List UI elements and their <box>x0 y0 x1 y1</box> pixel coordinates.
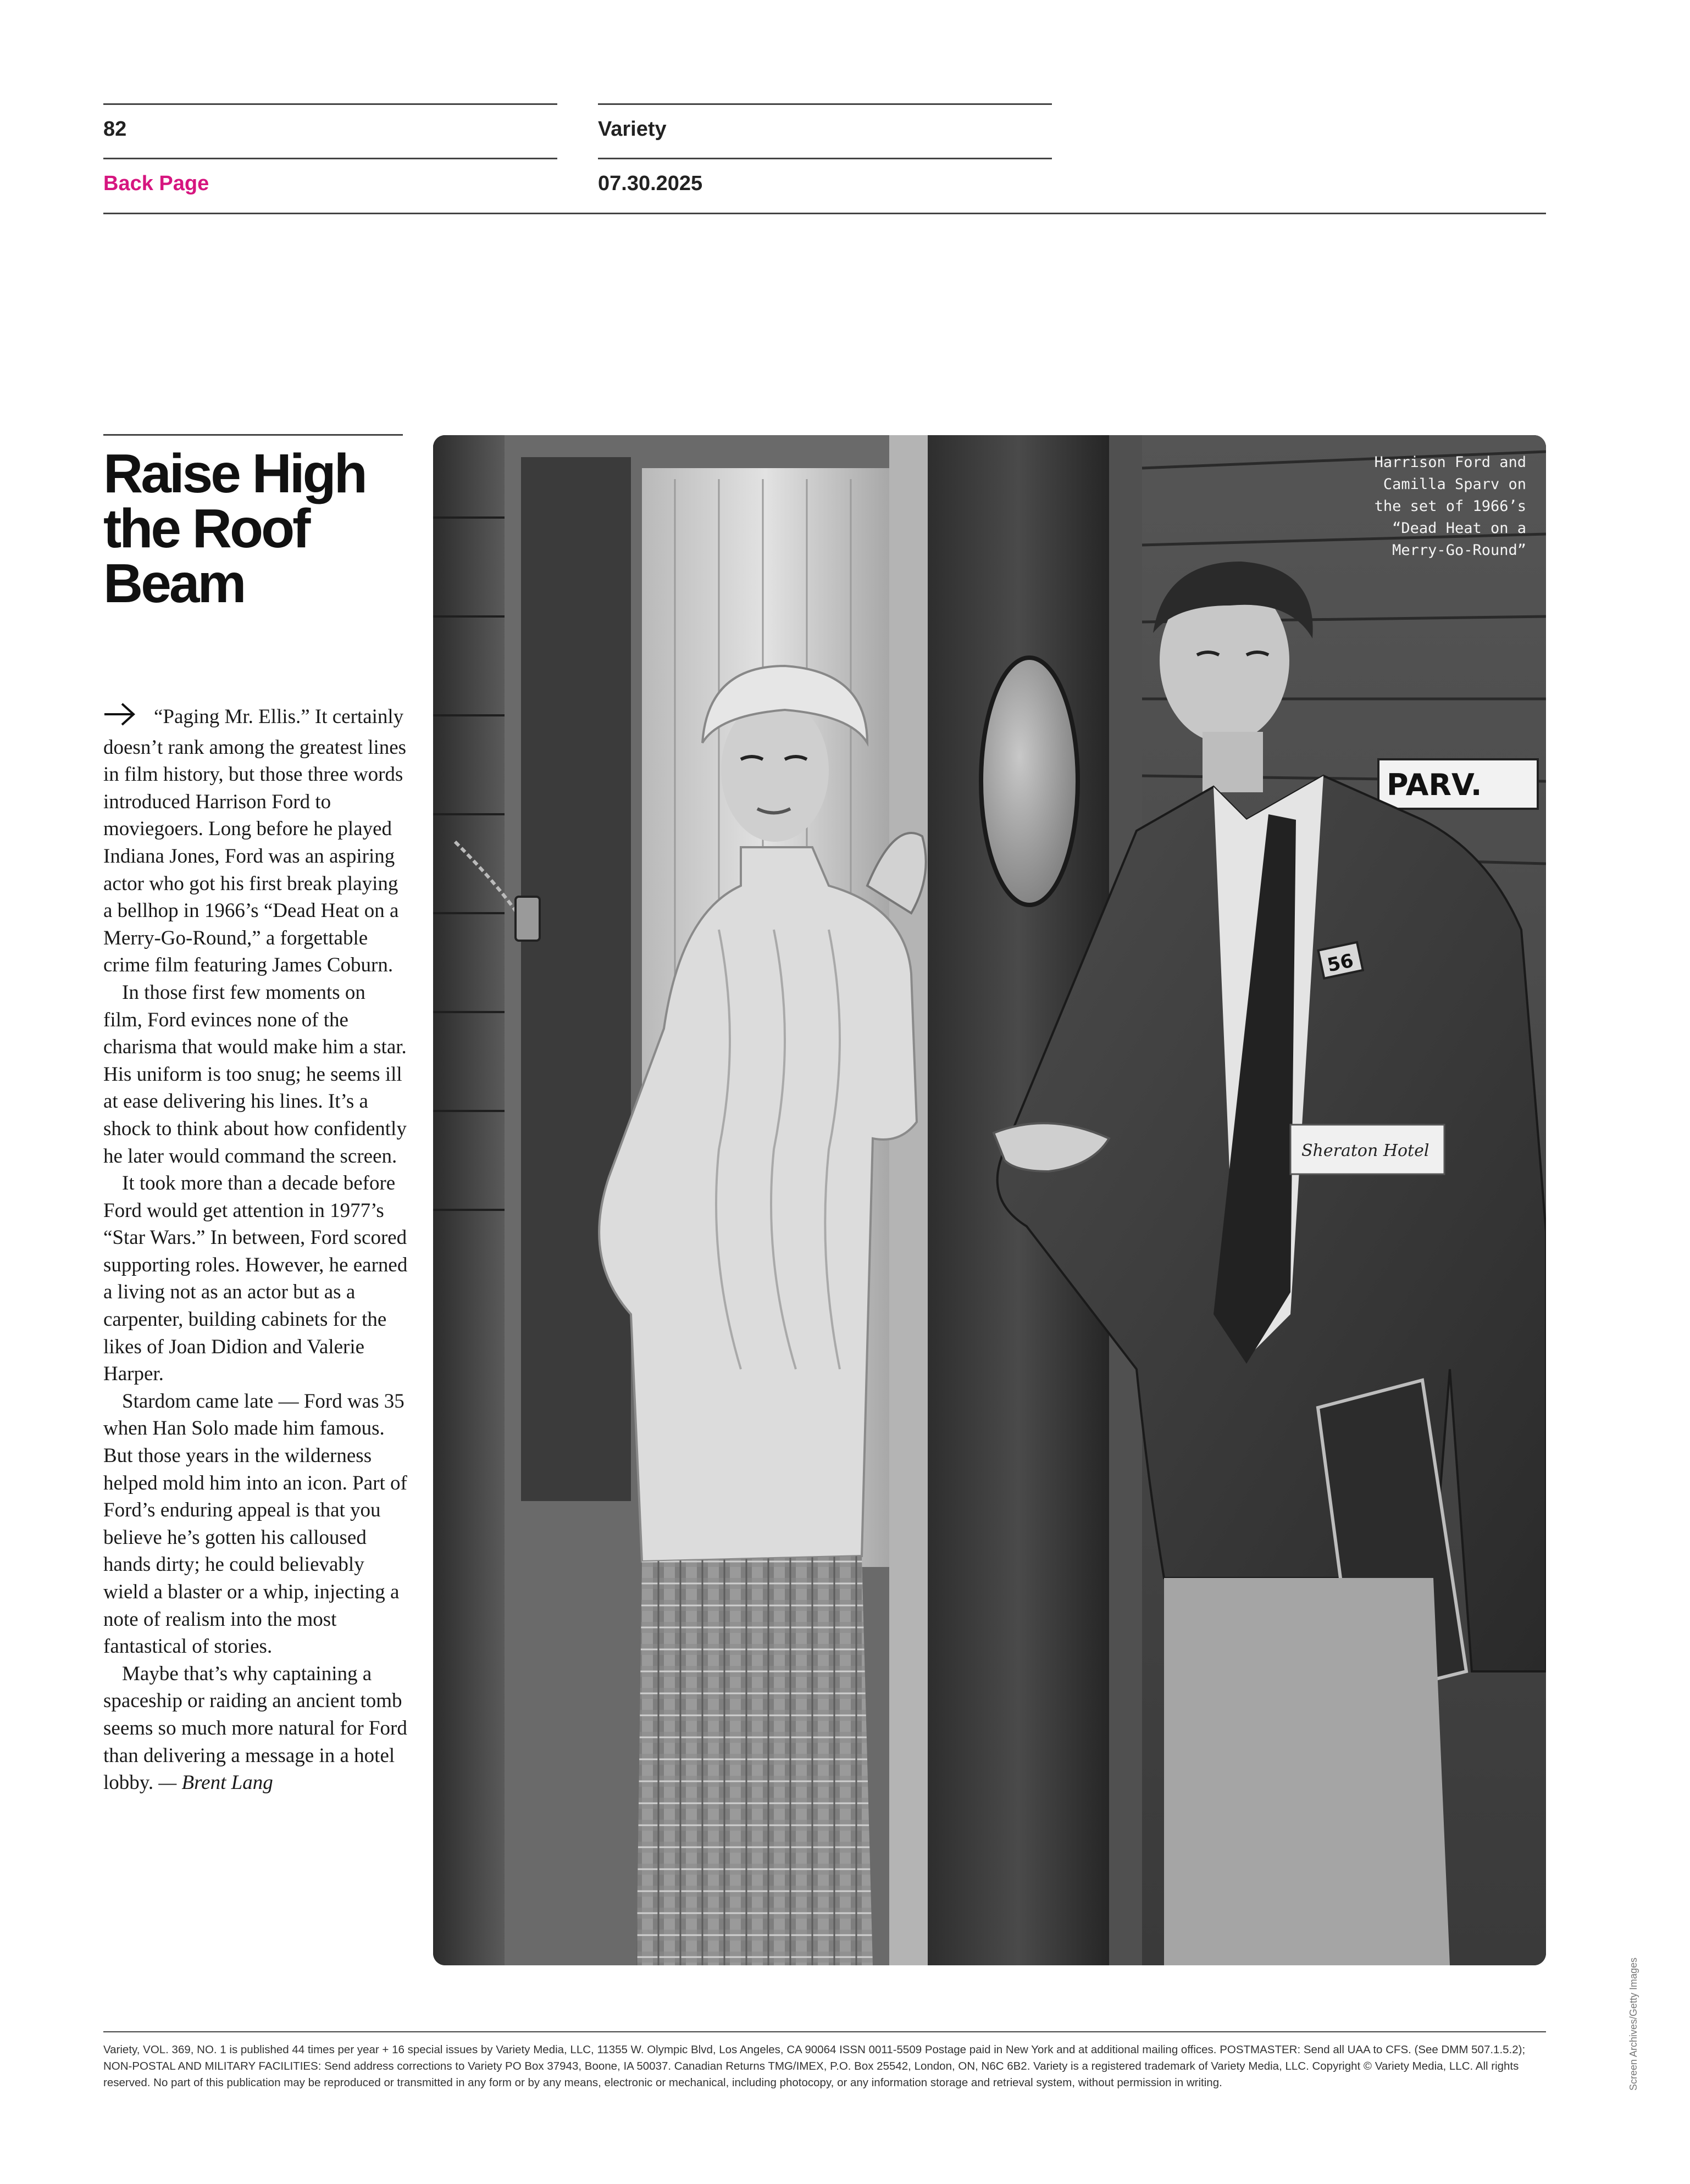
byline: — Brent Lang <box>158 1771 273 1794</box>
header-rule-left-top <box>103 103 557 105</box>
article-body <box>103 702 408 1797</box>
article-paragraph-2: In those first few moments on film, Ford evinces none of the charisma that would make him a star. His uniform is too snug; he seems ill at ease delivering his lines. It’s a shock to think about how confidently he later would command the screen. <box>103 981 407 1168</box>
section-label: Back Page <box>103 172 209 195</box>
lapel-badge: 56 <box>1325 949 1356 977</box>
name-tag: Sheraton Hotel <box>1301 1141 1429 1160</box>
photo-caption: Harrison Ford and Camilla Sparv on the set of 1966’s “Dead Heat on a Merry-Go-Round” <box>1374 454 1526 559</box>
article-photo <box>433 435 1546 1965</box>
publication-name: Variety <box>598 118 667 141</box>
article-title: Raise High the Roof Beam <box>103 443 365 614</box>
header-rule-left-mid <box>103 158 557 159</box>
header-rule-right-top <box>598 103 1052 105</box>
footer-legal-text: Variety, VOL. 369, NO. 1 is published 44 times per year + 16 special issues by Variety Media, LLC, 11355 W. Olympic Blvd, Los Angeles, CA 90064 ISSN 0011-5509 Postage paid in New York and at additional mailing offices. POSTMASTER: Send all UAA to CFS. (See DMM 507.1.5.2); NON-POSTAL AND MILITARY FACILITIES: Send address corrections to Variety PO Box 37943, Boone, IA 50037. Canadian Returns TMG/IMEX, P.O. Box 25542, London, ON, N6C 6B2. Variety is a registered trademark of Variety Media, LLC. Copyright © Variety Media, LLC. All rights reserved. No part of this publication may be reproduced or transmitted in any form or by any means, electronic or mechanical, including photocopy, or any information storage and retrieval system, without permission in writing. <box>103 2043 1526 2089</box>
page-number: 82 <box>103 118 127 141</box>
article-paragraph-3: It took more than a decade before Ford would get attention in 1977’s “Star Wars.” In between, Ford scored supporting roles. However, he earned a living not as an actor but as a carpenter, building cabinets for the likes of Joan Didion and Valerie Harper. <box>103 1172 408 1386</box>
article-paragraph-4: Stardom came late — Ford was 35 when Han Solo made him famous. But those years in the wilderness helped mold him into an icon. Part of Ford’s enduring appeal is that you believe he’s gotten his calloused hands dirty; he could believably wield a blaster or a whip, injecting a note of realism into the most fantastical of stories. <box>103 1390 407 1658</box>
article-paragraph-1-text: “Paging Mr. Ellis.” It certainly doesn’t rank among the greatest lines in film history, but those three words introduced Harrison Ford to moviegoers. Long before he played Indiana Jones, Ford was an aspiring actor who got his first break playing a bellhop in 1966’s “Dead Heat on a Merry-Go-Round,” a forgettable crime film featuring James Coburn. <box>103 705 407 977</box>
header-rule-full <box>103 213 1546 214</box>
issue-date: 07.30.2025 <box>598 172 703 195</box>
article-paragraph-1 <box>103 702 408 979</box>
photo-credit: Screen Archives/Getty Images <box>1628 1957 1639 2091</box>
article-paragraph-5 <box>103 1660 408 1797</box>
article-paragraph-5-text: Maybe that’s why captaining a spaceship or raiding an ancient tomb seems so much more natural for Ford than delivering a message in a hotel lobby. <box>103 1662 407 1794</box>
door-sign: PARV. <box>1387 768 1482 802</box>
photo-illustration <box>433 435 1546 1965</box>
arrow-right-icon <box>103 702 154 734</box>
header-rule-right-mid <box>598 158 1052 159</box>
footer-rule <box>103 2031 1546 2032</box>
title-rule <box>103 434 403 436</box>
